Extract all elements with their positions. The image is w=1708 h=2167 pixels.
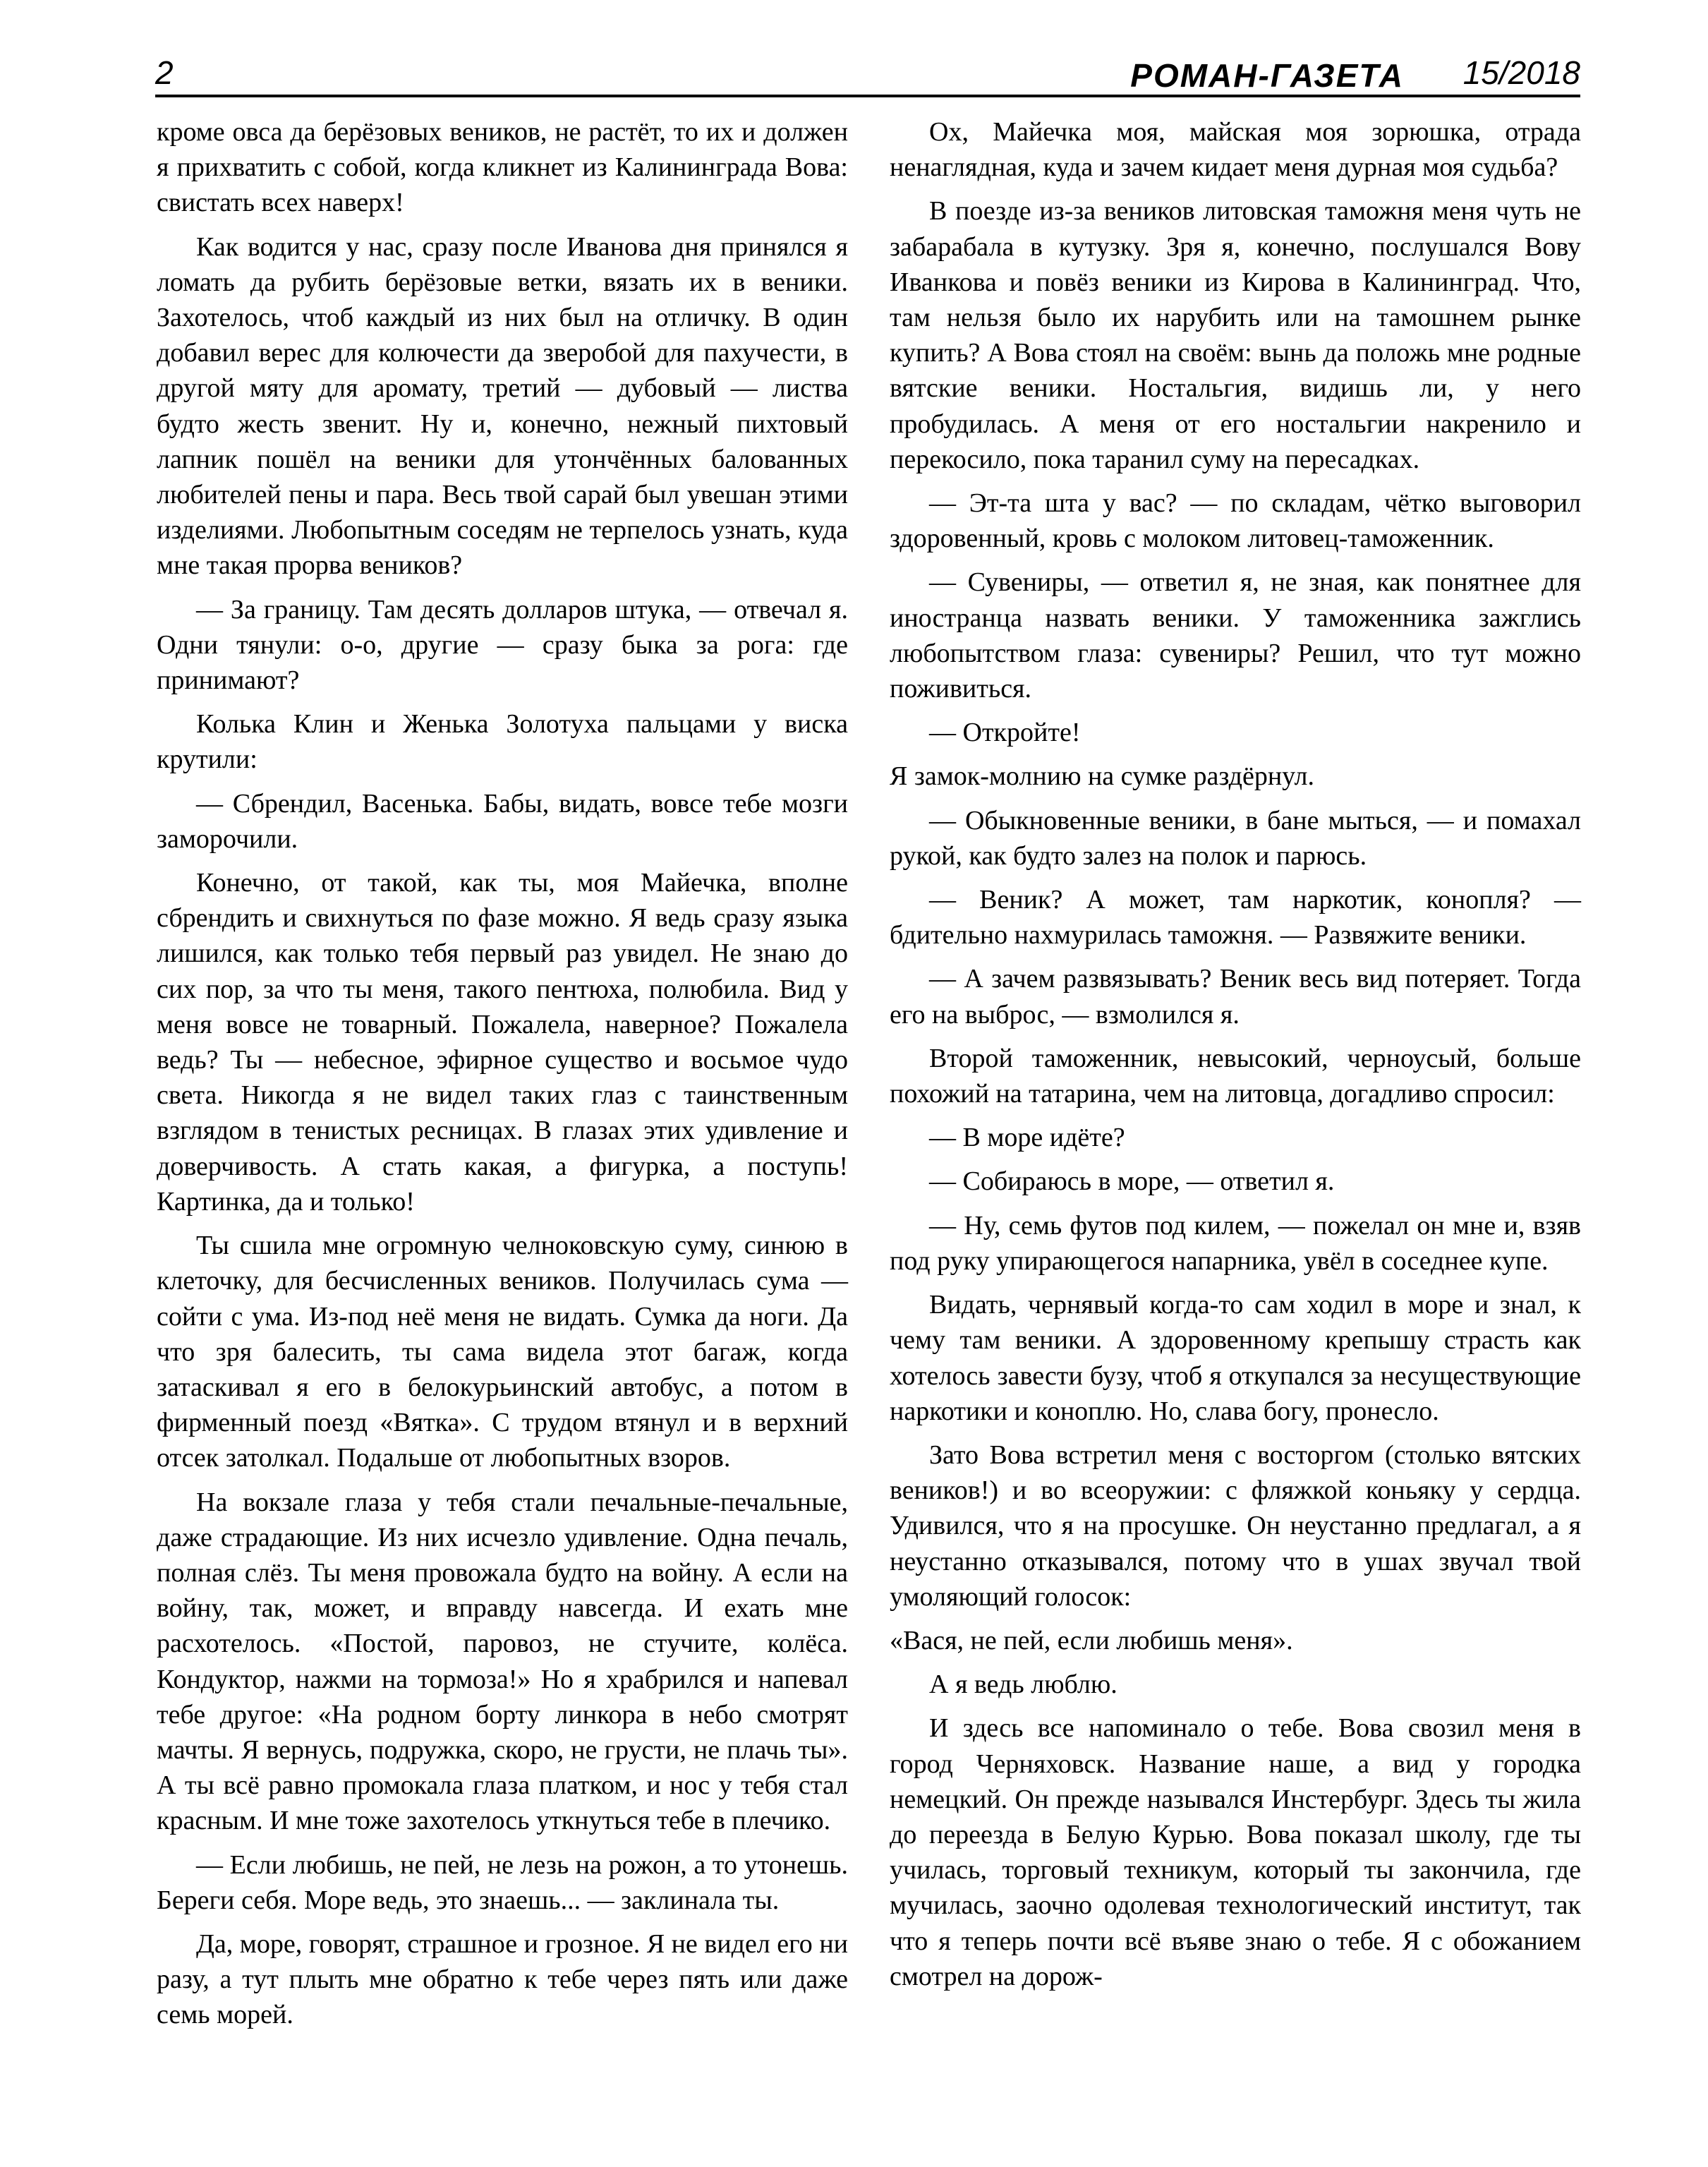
paragraph: Ты сшила мне огромную челноковскую суму, синюю в клеточку, для бесчисленных веников. Получилась сума — сойти с ума. Из-под неё меня не видать. Сумка да ноги. Да что зря балесить, ты сама видела этот багаж, когда затаскивал я его в белокурьинский автобус, а потом в фирменный поезд «Вятка». С трудом втянул и в верхний отсек затолкал. Подальше от любопытных взоров. [157,1231,848,1473]
paragraph: — Откройте! [929,718,1081,748]
paragraph: Как водится у нас, сразу после Иванова дня принялся я ломать да рубить берёзовые ветки, вязать их в веники. Захотелось, чтоб каждый из них был на отличку. В один добавил верес для колючести да зверобой для пахучести, в другой мяту для аромату, третий — дубовый — листва будто жесть звенит. Ну и, конечно, нежный пихтовый лапник пошёл на веники для утончённых балованных любителей пены и пара. Весь твой сарай был увешан этими изделиями. Любопытным соседям не терпелось узнать, куда мне такая прорва веников? [157,231,848,581]
paragraph: Ох, Майечка моя, майская моя зорюшка, отрада ненаглядная, куда и зачем кидает меня дурная моя судьба? [890,117,1581,183]
paragraph: — Веник? А может, там наркотик, конопля? — бдительно нахмурилась таможня. — Развяжите веники. [890,885,1581,950]
paragraph: — За границу. Там десять долларов штука, — отвечал я. Одни тянули: о-о, другие — сразу быка за рога: где принимают? [157,594,848,696]
paragraph: — Обыкновенные веники, в бане мыться, — и помахал рукой, как будто залез на полок и парюсь. [890,805,1581,871]
paragraph: Да, море, говорят, страшное и грозное. Я не видел его ни разу, а тут плыть мне обратно к тебе через пять или даже семь морей. [157,1928,848,2030]
paragraph: В поезде из-за веников литовская таможня меня чуть не забарабала в кутузку. Зря я, конечно, послушался Вову Иванкова и повёз веники из Кирова в Калининград. Что, там нельзя было их нарубить или на тамошнем рынке купить? А Вова стоял на своём: вынь да положь мне родные вятские веники. Ностальгия, видишь ли, у него пробудилась. А меня от его ностальгии накренило и перекосило, пока таранил суму на пересадках. [890,196,1581,474]
paragraph: — Сбрендил, Васенька. Бабы, видать, вовсе тебе мозги заморочили. [157,788,848,854]
paragraph: кроме овса да берёзовых веников, не растёт, то их и должен я прихватить с собой, когда кликнет из Калининграда Вова: свистать всех наверх! [157,117,848,218]
paragraph: — Если любишь, не пей, не лезь на рожон, а то утонешь. Береги себя. Море ведь, это знаешь... — заклинала ты. [157,1849,848,1915]
paragraph: Конечно, от такой, как ты, моя Майечка, вполне сбрендить и свихнуться по фазе можно. Я ведь сразу языка лишился, как только тебя первый раз увидел. Не знаю до сих пор, за что ты меня, такого пентюха, полюбила. Вид у меня вовсе не товарный. Пожалела, наверное? Пожалела ведь? Ты — небесное, эфирное существо и восьмое чудо света. Никогда я не видел таких глаз с таинственным взглядом в тенистых ресницах. В глазах этих удивление и доверчивость. А стать какая, а фигурка, а поступь! Картинка, да и только! [157,868,848,1217]
paragraph: — Сувениры, — ответил я, не зная, как понятнее для иностранца назвать веники. У таможенника зажглись любопытством глаза: сувениры? Решил, что тут можно поживиться. [890,567,1581,704]
paragraph: — Эт-та шта у вас? — по складам, чётко выговорил здоровенный, кровь с молоком литовец-таможенник. [890,488,1581,554]
paragraph: Второй таможенник, невысокий, черноусый, больше похожий на татарина, чем на литовца, догадливо спросил: [890,1043,1581,1109]
paragraph: Зато Вова встретил меня с восторгом (столько вятских веников!) и во всеоружии: с фляжкой коньяку у сердца. Удивился, что я на просушке. Он неустанно предлагал, а я неустанно отказывался, потому что в ушах звучал твой умоляющий голосок: [890,1439,1581,1612]
publication-title: РОМАН-ГАЗЕТА [1130,57,1404,94]
page-number: 2 [155,54,174,91]
paragraph: На вокзале глаза у тебя стали печальные-печальные, даже страдающие. Из них исчезло удивление. Одна печаль, полная слёз. Ты меня провожала будто на войну. А если на войну, так, может, и вправду навсегда. И ехать мне расхотелось. «Постой, паровоз, не стучите, колёса. Кондуктор, нажми на тормоза!» Но я храбрился и напевал тебе другое: «На родном борту линкора в небо смотрят мачты. Я вернусь, подружка, скоро, не грусти, не плачь ты». А ты всё равно промокала глаза платком, и нос у тебя стал красным. И мне тоже захотелось уткнуться тебе в плечико. [157,1487,848,1836]
text-column-right [890,114,1581,2003]
paragraph: «Вася, не пей, если любишь меня». [890,1625,1293,1655]
paragraph: Колька Клин и Женька Золотуха пальцами у виска крутили: [157,709,848,775]
issue-number: 15/2018 [1462,54,1580,91]
paragraph: И здесь все напоминало о тебе. Вова свозил меня в город Черняховск. Название наше, а вид у городка немецкий. Он прежде назывался Инстербург. Здесь ты жила до переезда в Белую Курью. Вова показал школу, где ты училась, торговый техникум, который ты закончила, где мучилась, заочно одолевая технологический институт, так что я теперь почти всё въяве знаю о тебе. Я с обожанием смотрел на дорож- [890,1713,1581,1991]
paragraph: — Ну, семь футов под килем, — пожелал он мне и, взяв под руку упирающегося напарника, увёл в соседнее купе. [890,1210,1581,1276]
page-header [155,49,1580,97]
text-column-left [157,114,848,2041]
paragraph: Видать, чернявый когда-то сам ходил в море и знал, к чему там веники. А здоровенному крепышу страсть как хотелось завести бузу, чтоб я откупался за несуществующие наркотики и коноплю. Но, слава богу, пронесло. [890,1290,1581,1426]
paragraph: А я ведь люблю. [929,1670,1118,1700]
paragraph: Я замок-молнию на сумке раздёрнул. [890,761,1314,792]
paragraph: — А зачем развязывать? Веник весь вид потеряет. Тогда его на выброс, — взмолился я. [890,964,1581,1030]
paragraph: — В море идёте? [929,1123,1125,1153]
paragraph: — Собираюсь в море, — ответил я. [929,1166,1335,1197]
